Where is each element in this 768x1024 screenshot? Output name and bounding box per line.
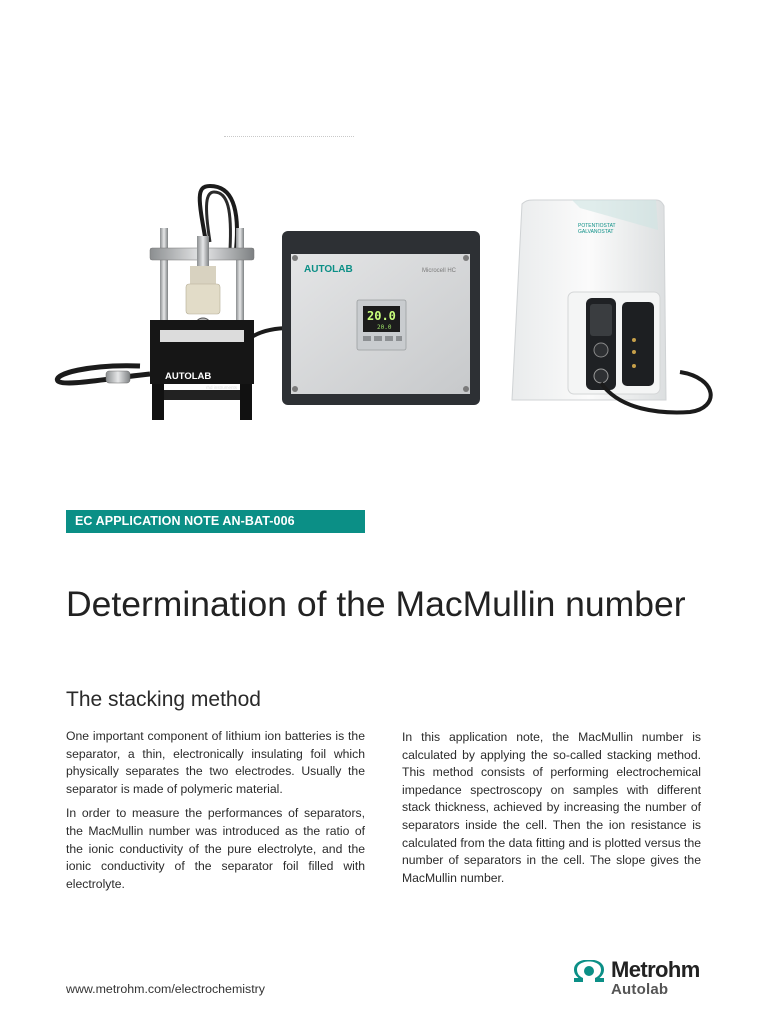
application-note-banner: EC APPLICATION NOTE AN-BAT-006 (66, 510, 365, 533)
controller-model: Microcell HC (422, 268, 457, 274)
logo-subbrand: Autolab (611, 981, 669, 998)
left-paragraph-2: In order to measure the performances of separators, the MacMullin number was introduced as the ratio of the ionic conductivity of the pure electrolyte, and the ionic conductivity of the separator foil filled with electrolyte. (66, 806, 365, 891)
right-column (402, 729, 701, 894)
instrument-label-1: POTENTIOSTAT (578, 223, 616, 229)
temperature-controller (282, 231, 480, 405)
cable-connector (106, 371, 130, 383)
instrument-label-2: GALVANOSTAT (578, 229, 614, 235)
logo-brand: Metrohm (611, 957, 700, 982)
document-title: Determination of the MacMullin number (66, 584, 686, 624)
faint-scan-line (224, 136, 354, 140)
metrohm-autolab-logo (572, 956, 702, 1002)
battery-test-cell (150, 228, 254, 420)
metrohm-omega-icon (572, 960, 606, 984)
temperature-setpoint: 20.0 (377, 324, 392, 331)
cell-label: AUTOLAB (165, 371, 212, 382)
document-subtitle: The stacking method (66, 688, 261, 711)
footer-website-link[interactable]: www.metrohm.com/electrochemistry (66, 982, 265, 996)
cell-left-cable (57, 366, 150, 383)
potentiostat-instrument (512, 200, 666, 400)
right-paragraph-1: In this application note, the MacMullin number is calculated by applying the so-called stacking method. This method consists of performing electrochemical impedance spectroscopy on samples with different stack thickness, achieved by increasing the number of separators inside the cell. Then the ion resistance is calculated from the data fitting and is plotted versus the number of separators in the cell. The slope gives the MacMullin number. (402, 730, 701, 885)
product-photo (0, 178, 768, 428)
cell-maker-label: rhd instruments (206, 385, 238, 390)
left-paragraph-1: One important component of lithium ion batteries is the separator, a thin, electronically insulating foil which physically separates the two electrodes. Usually the separator is made of polymeric material. (66, 729, 365, 796)
temperature-readout: 20.0 (367, 309, 396, 323)
controller-brand: AUTOLAB (304, 264, 353, 275)
left-column (66, 728, 365, 900)
